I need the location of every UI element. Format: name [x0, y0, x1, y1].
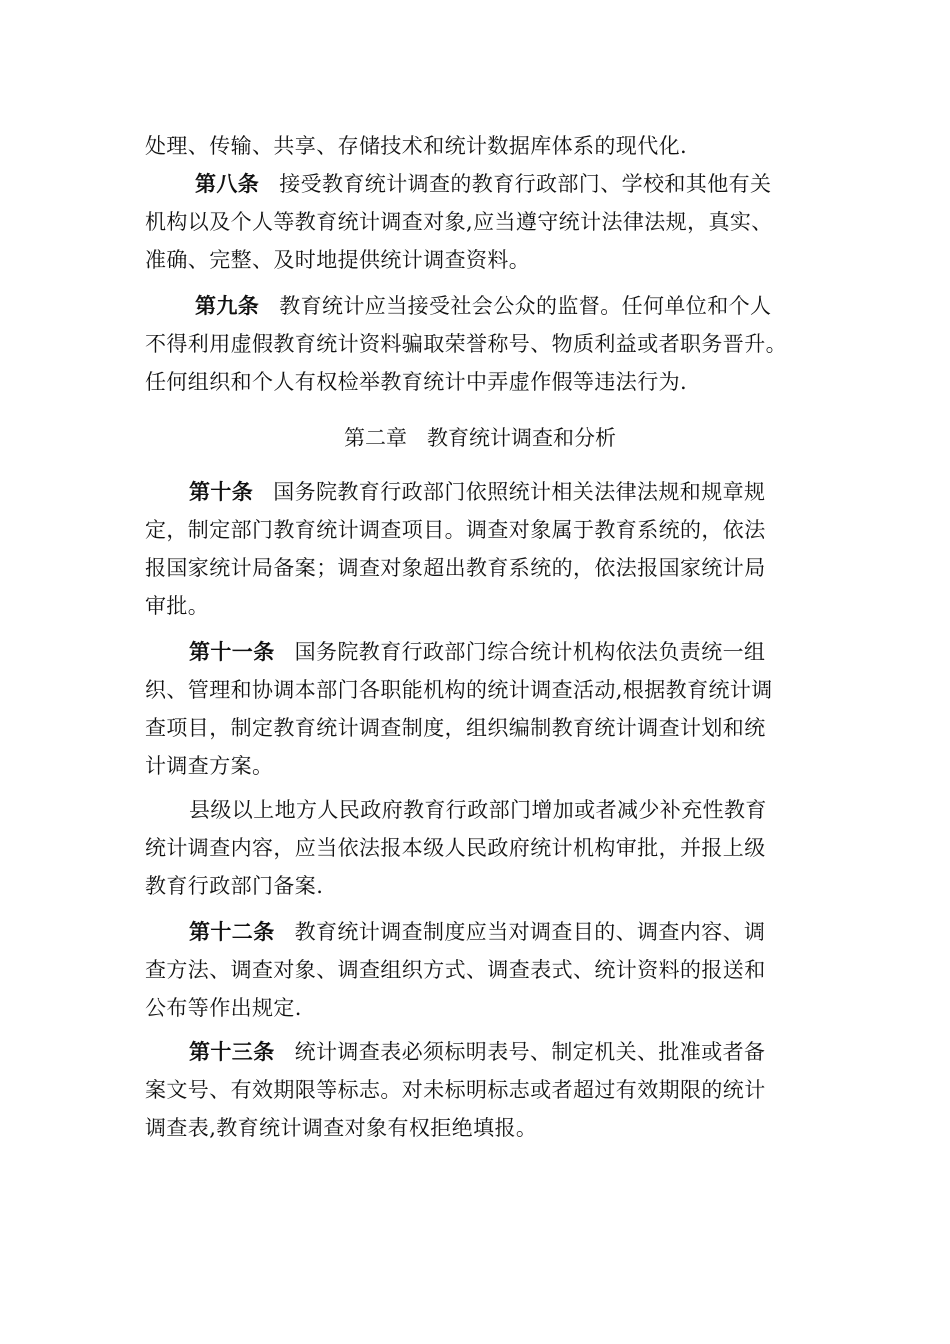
article-12-line-3: 公布等作出规定.: [145, 996, 302, 1020]
article-13-line-2: 案文号、有效期限等标志。对未标明标志或者超过有效期限的统计: [145, 1078, 766, 1102]
chapter-title: 教育统计调查和分析: [427, 426, 616, 450]
article-12-text-1: 教育统计调查制度应当对调查目的、调查内容、调: [294, 920, 766, 944]
article-10-label: 第十条: [189, 479, 254, 504]
article-10-line-1: [189, 474, 765, 510]
article-8-text-1: 接受教育统计调查的教育行政部门、学校和其他有关: [279, 172, 772, 196]
article-13-label: 第十三条: [189, 1039, 275, 1064]
article-8-label: 第八条: [195, 171, 260, 196]
article-13-text-1: 统计调查表必须标明表号、制定机关、批准或者备: [294, 1040, 766, 1064]
article-9-label: 第九条: [195, 293, 260, 318]
article-11-text-1: 国务院教育行政部门综合统计机构依法负责统一组: [294, 640, 766, 664]
article-11-para-2-line-2: 统计调查内容，应当依法报本级人民政府统计机构审批，并报上级: [145, 836, 766, 860]
continued-paragraph: 处理、传输、共享、存储技术和统计数据库体系的现代化.: [145, 134, 688, 158]
article-12-line-2: 查方法、调查对象、调查组织方式、调查表式、统计资料的报送和: [145, 958, 766, 982]
article-8-line-3: 准确、完整、及时地提供统计调查资料。: [145, 248, 531, 272]
article-9-line-1: [195, 288, 771, 324]
article-9-line-2: 不得利用虚假教育统计资料骗取荣誉称号、物质利益或者职务晋升。: [145, 332, 787, 356]
article-12-label: 第十二条: [189, 919, 275, 944]
article-13-line-3: 调查表,教育统计调查对象有权拒绝填报。: [145, 1116, 538, 1140]
article-8-line-1: [195, 166, 771, 202]
article-11-line-3: 查项目，制定教育统计调查制度，组织编制教育统计调查计划和统: [145, 716, 766, 740]
article-10-line-4: 审批。: [145, 594, 210, 618]
article-10-line-2: 定，制定部门教育统计调查项目。调查对象属于教育系统的，依法: [145, 518, 766, 542]
article-13-line-1: [189, 1034, 765, 1070]
article-9-line-3: 任何组织和个人有权检举教育统计中弄虚作假等违法行为.: [145, 370, 688, 394]
article-10-text-1: 国务院教育行政部门依照统计相关法律法规和规章规: [273, 480, 766, 504]
article-8-line-2: 机构以及个人等教育统计调查对象,应当遵守统计法律法规，真实、: [145, 210, 773, 234]
article-10-line-3: 报国家统计局备案；调查对象超出教育系统的，依法报国家统计局: [145, 556, 766, 580]
article-11-line-2: 织、管理和协调本部门各职能机构的统计调查活动,根据教育统计调: [145, 678, 773, 702]
article-11-line-1: [189, 634, 765, 670]
chapter-number: 第二章: [344, 426, 407, 450]
chapter-heading: [145, 420, 815, 456]
article-11-para-2-line-1: 县级以上地方人民政府教育行政部门增加或者减少补充性教育: [189, 798, 767, 822]
article-11-label: 第十一条: [189, 639, 275, 664]
article-9-text-1: 教育统计应当接受社会公众的监督。任何单位和个人: [279, 294, 772, 318]
article-11-para-2-line-3: 教育行政部门备案.: [145, 874, 324, 898]
article-11-line-4: 计调查方案。: [145, 754, 274, 778]
article-12-line-1: [189, 914, 765, 950]
